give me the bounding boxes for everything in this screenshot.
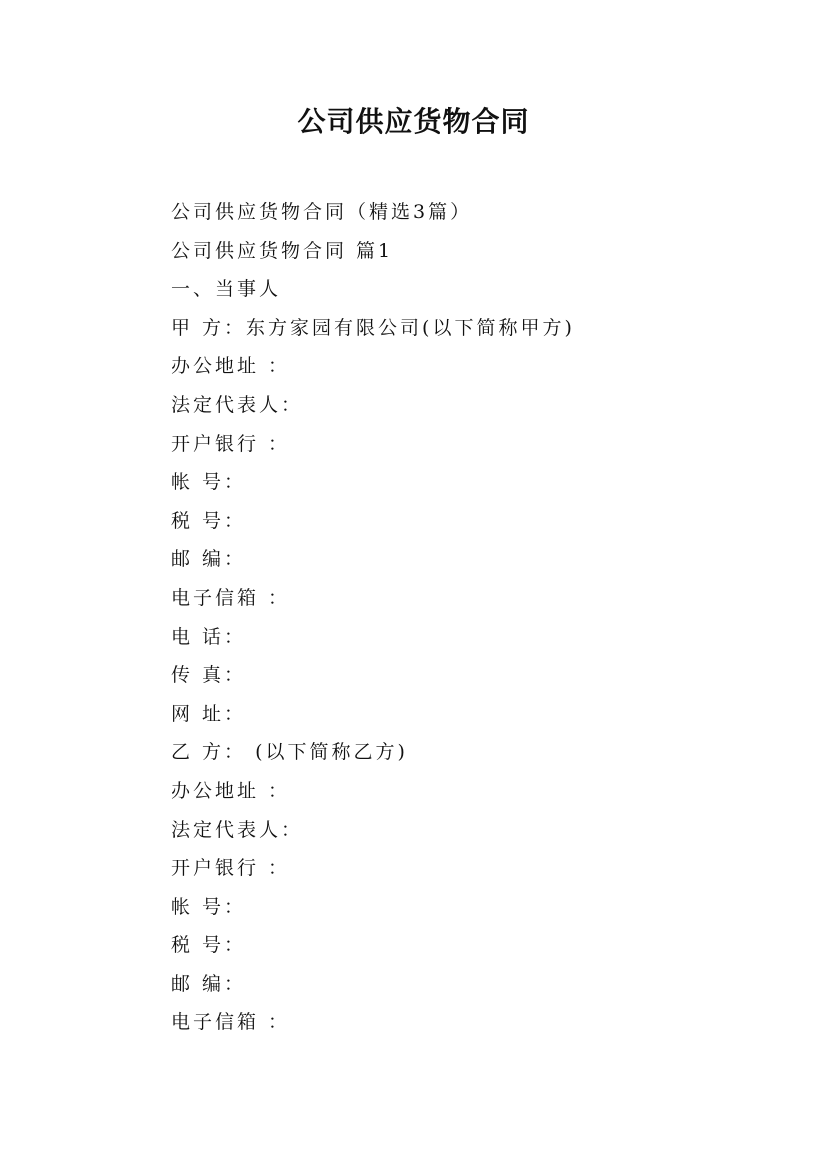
subtitle-line: 公司供应货物合同（精选3篇） [171,201,473,223]
party-b-account: 帐 号： [171,895,247,918]
party-b-bank: 开户银行 ： [171,857,291,880]
clause-heading: 一、当事人 [171,278,282,301]
party-a-tax-id: 税 号： [171,509,247,532]
party-b-tax-id: 税 号： [171,934,247,957]
party-b-postcode: 邮 编： [171,972,247,995]
party-a-website: 网 址： [171,702,247,725]
party-b-legal-rep: 法定代表人： [171,818,304,841]
document-body [171,193,731,1042]
party-a-phone: 电 话： [171,625,247,648]
party-a-name: 甲 方：东方家园有限公司(以下简称甲方) [171,316,575,339]
document-title: 公司供应货物合同 [297,105,530,138]
party-b-name: 乙 方： (以下简称乙方) [171,741,408,764]
party-a-address: 办公地址 ： [171,355,291,378]
party-b-address: 办公地址 ： [171,779,291,802]
party-b-email: 电子信箱 ： [171,1011,291,1034]
party-a-postcode: 邮 编： [171,548,247,571]
party-a-account: 帐 号： [171,471,247,494]
party-a-legal-rep: 法定代表人： [171,393,304,416]
section-heading: 公司供应货物合同 篇1 [171,239,394,262]
party-a-fax: 传 真： [171,664,247,687]
party-a-email: 电子信箱 ： [171,586,291,609]
party-a-bank: 开户银行 ： [171,432,291,455]
